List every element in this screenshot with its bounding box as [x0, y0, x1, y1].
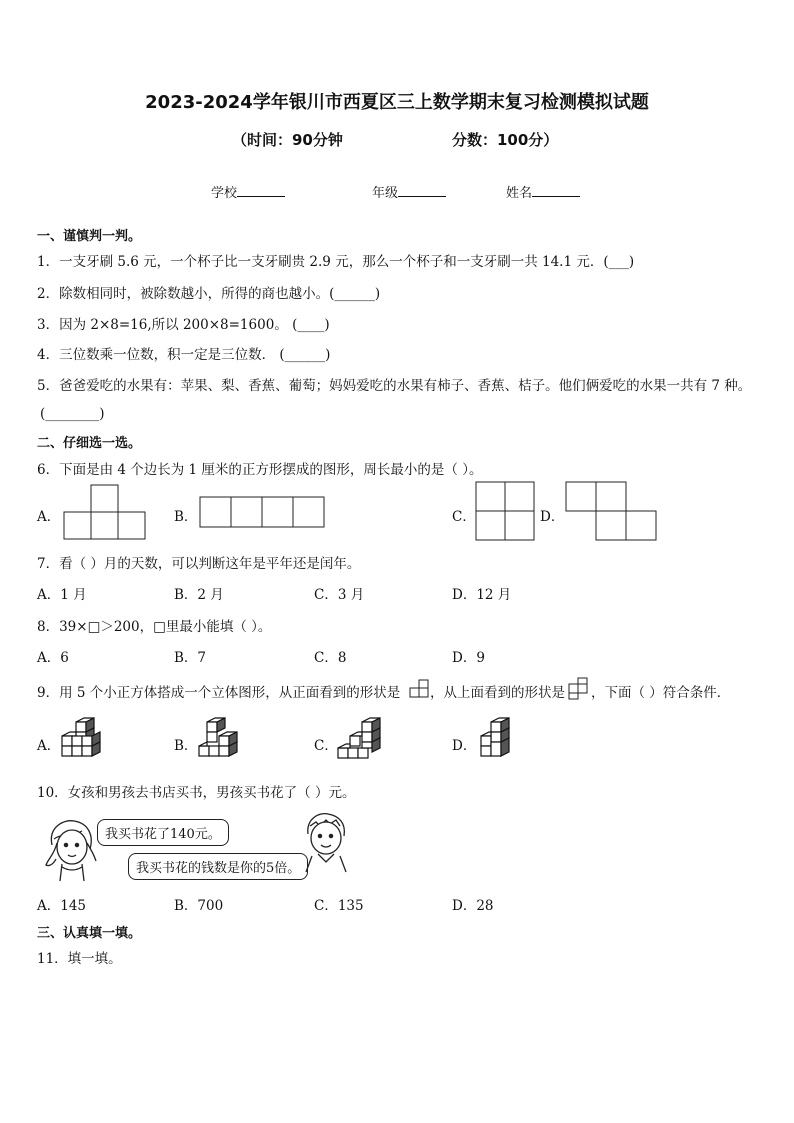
- question-3: 3．因为 2×8=16,所以 200×8=1600。 (____): [37, 317, 330, 333]
- q9-top-view-icon: [569, 678, 591, 700]
- q9-option-c-label: C．: [314, 738, 338, 754]
- q9-cubes-c: [338, 718, 386, 764]
- section-2-heading: 二、仔细选一选。: [37, 436, 142, 451]
- school-field: [211, 182, 285, 201]
- question-1: 1．一支牙刷 5.6 元，一个杯子比一支牙刷贵 2.9 元，那么一个杯子和一支牙刷一共 14.1 元．(___): [37, 254, 635, 270]
- name-blank[interactable]: [532, 184, 580, 197]
- question-9-part3: ，下面（ ）符合条件．: [591, 685, 731, 701]
- girl-illustration: [42, 815, 102, 885]
- question-4: 4．三位数乘一位数，积一定是三位数． (______): [37, 347, 331, 363]
- q9-front-view-icon: [410, 680, 430, 698]
- question-9-part1: 9．用 5 个小正方体搭成一个立体图形，从正面看到的形状是: [37, 685, 401, 701]
- grade-field: [372, 182, 446, 201]
- q6-shape-a: [64, 485, 146, 541]
- q7-option-c: C．3 月: [314, 587, 365, 603]
- question-2: 2．除数相同时，被除数越小，所得的商也越小。(______): [37, 286, 381, 302]
- boy-illustration: [300, 812, 352, 874]
- boy-speech-bubble: 我买书花的钱数是你的5倍。: [128, 853, 308, 880]
- q7-option-b: B．2 月: [174, 587, 224, 603]
- q6-option-c-label: C．: [452, 509, 476, 525]
- q6-shape-d: [566, 482, 658, 542]
- q9-cubes-a: [62, 718, 108, 762]
- q6-option-b-label: B．: [174, 509, 198, 525]
- school-label: 学校: [211, 186, 238, 201]
- question-5-answer-blank: (________): [40, 406, 105, 422]
- question-6: 6．下面是由 4 个边长为 1 厘米的正方形摆成的图形，周长最小的是（ ）。: [37, 462, 483, 478]
- girl-speech-bubble: 我买书花了140元。: [97, 819, 229, 846]
- section-3-heading: 三、认真填一填。: [37, 926, 142, 941]
- q10-option-d: D．28: [452, 898, 494, 914]
- q10-option-b: B．700: [174, 898, 224, 914]
- page-title: 2023-2024学年银川市西夏区三上数学期末复习检测模拟试题: [145, 92, 649, 113]
- question-11: 11．填一填。: [37, 951, 122, 967]
- q9-cubes-d: [477, 718, 517, 762]
- q8-option-a: A．6: [37, 650, 69, 666]
- grade-label: 年级: [372, 186, 399, 201]
- question-9-part2: ，从上面看到的形状是: [430, 685, 565, 701]
- q8-option-c: C．8: [314, 650, 347, 666]
- q9-cubes-b: [199, 718, 247, 762]
- q7-option-d: D．12 月: [452, 587, 512, 603]
- school-blank[interactable]: [237, 184, 285, 197]
- grade-blank[interactable]: [398, 184, 446, 197]
- name-label: 姓名: [506, 186, 533, 201]
- name-field: [506, 182, 580, 201]
- q10-option-c: C．135: [314, 898, 364, 914]
- q9-option-b-label: B．: [174, 738, 198, 754]
- q6-option-d-label: D．: [540, 509, 565, 525]
- section-1-heading: 一、谨慎判一判。: [37, 229, 142, 244]
- question-5: 5．爸爸爱吃的水果有：苹果、梨、香蕉、葡萄；妈妈爱吃的水果有柿子、香蕉、桔子。他们俩爱吃的水果一共有 7 种。: [37, 378, 752, 394]
- exam-time: （时间：90分钟: [232, 131, 343, 149]
- q9-option-d-label: D．: [452, 738, 477, 754]
- question-10: 10．女孩和男孩去书店买书，男孩买书花了（ ）元。: [37, 785, 356, 801]
- q7-option-a: A．1 月: [37, 587, 87, 603]
- q9-option-a-label: A．: [37, 738, 61, 754]
- q6-shape-c: [476, 482, 536, 542]
- exam-score: 分数：100分）: [452, 131, 559, 149]
- question-8: 8．39×□＞200，□里最小能填（ ）。: [37, 619, 272, 635]
- q10-option-a: A．145: [37, 898, 87, 914]
- q6-shape-b: [200, 497, 325, 529]
- q8-option-b: B．7: [174, 650, 207, 666]
- q6-option-a-label: A．: [37, 509, 61, 525]
- question-7: 7．看（ ）月的天数，可以判断这年是平年还是闰年。: [37, 556, 361, 572]
- q8-option-d: D．9: [452, 650, 485, 666]
